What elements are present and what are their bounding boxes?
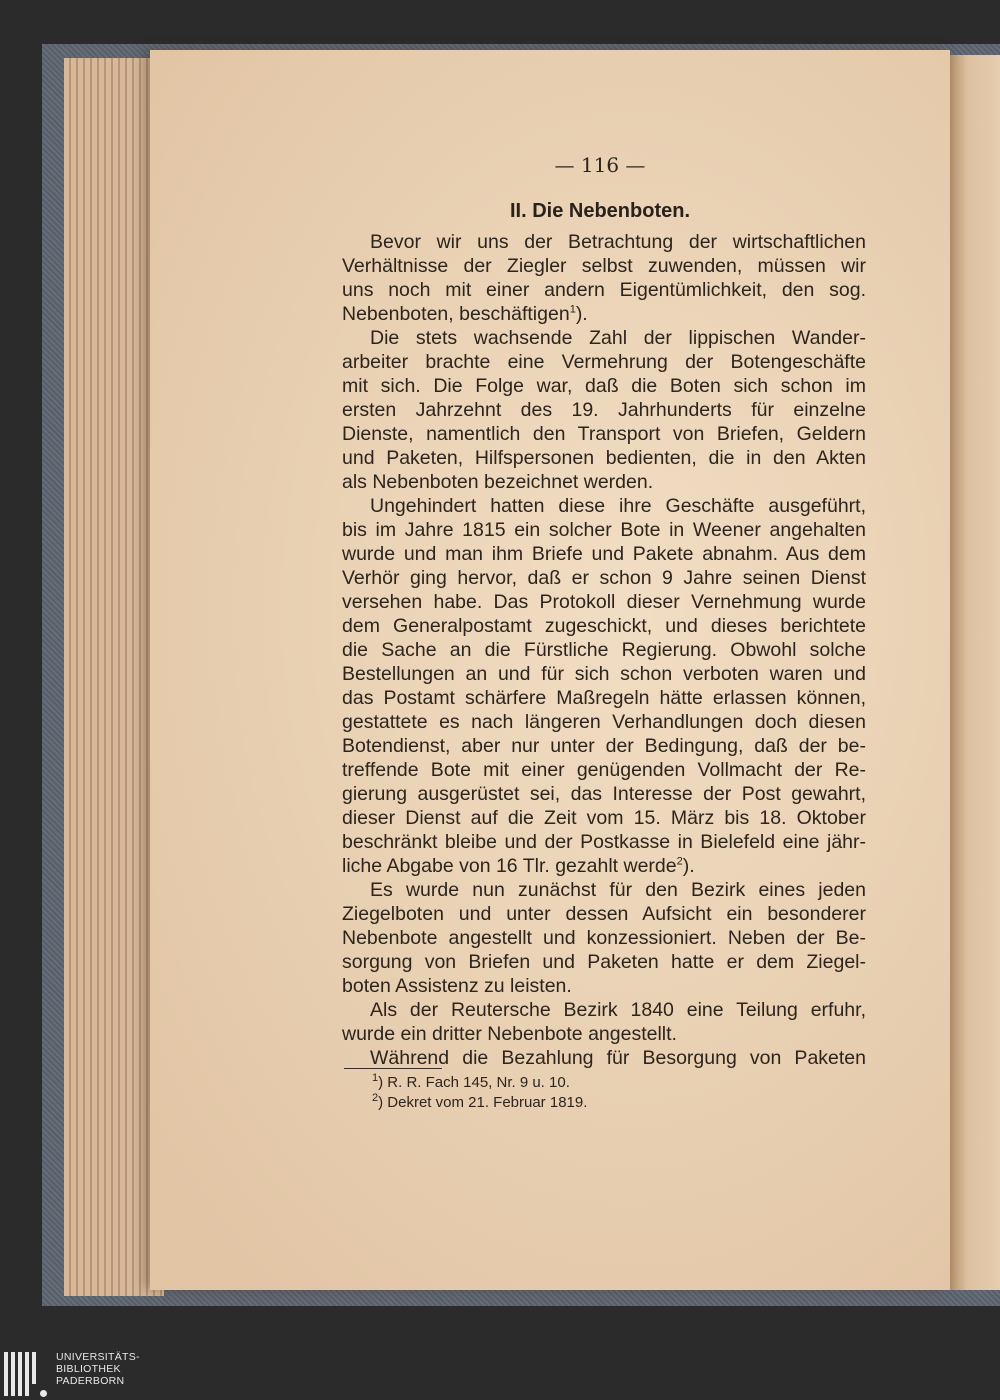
footnote: $^2$) Dekret vom 21. Februar 1819. bbox=[372, 1092, 588, 1111]
text-line: Als der Reutersche Bezirk 1840 eine Teilung erfuhr, bbox=[370, 999, 866, 1021]
text-line: als Nebenboten bezeichnet werden. bbox=[342, 471, 654, 493]
text-line: wurde ein dritter Nebenbote angestellt. bbox=[342, 1023, 677, 1045]
text-line: Die stets wachsende Zahl der lippischen Wander- bbox=[370, 327, 866, 349]
text-line: gierung ausgerüstet sei, das Interesse der Post gewahrt, bbox=[342, 783, 866, 805]
library-logo-text: UNIVERSITÄTS- BIBLIOTHEK PADERBORN bbox=[56, 1351, 140, 1387]
text-line: arbeiter brachte eine Vermehrung der Botengeschäfte bbox=[342, 351, 866, 373]
library-logo bbox=[0, 1348, 160, 1400]
facing-page-edge bbox=[945, 55, 1000, 1290]
chapter-heading: II. Die Nebenboten. bbox=[509, 200, 691, 222]
text-line: Nebenbote angestellt und konzessioniert. Neben der Be- bbox=[342, 927, 866, 949]
text-line: das Postamt schärfere Maßregeln hätte erlassen können, bbox=[342, 687, 866, 709]
footnote-mark: 1 bbox=[569, 303, 576, 316]
text-line: wurde und man ihm Briefe und Pakete abnahm. Aus dem bbox=[342, 543, 866, 565]
page-number: — 116 — bbox=[554, 153, 646, 177]
text-line: Verhältnisse der Ziegler selbst zuwenden, müssen wir bbox=[342, 255, 866, 277]
library-logo-icon bbox=[4, 1352, 48, 1396]
text-line: boten Assistenz zu leisten. bbox=[342, 975, 572, 997]
text-line: Bevor wir uns der Betrachtung der wirtschaftlichen bbox=[370, 231, 866, 253]
text-line: sorgung von Briefen und Paketen hatte er dem Ziegel- bbox=[342, 951, 866, 973]
text-line: Ziegelboten und unter dessen Aufsicht ein besonderer bbox=[342, 903, 866, 925]
footnote-mark: 2 bbox=[372, 1092, 379, 1104]
text-line: Während die Bezahlung für Besorgung von Paketen bbox=[370, 1047, 866, 1069]
text-line: Bestellungen an und für sich schon verboten waren und bbox=[342, 663, 866, 685]
text-line: Es wurde nun zunächst für den Bezirk eines jeden bbox=[370, 879, 866, 901]
footnote-divider bbox=[344, 1068, 442, 1069]
text-line: uns noch mit einer andern Eigentümlichkeit, den sog. bbox=[342, 279, 866, 301]
footnote-mark: 1 bbox=[372, 1072, 379, 1084]
text-line: treffende Bote mit einer genügenden Vollmacht der Re- bbox=[342, 759, 866, 781]
text-line: Dienste, namentlich den Transport von Briefen, Geldern bbox=[342, 423, 866, 445]
text-line: versehen habe. Das Protokoll dieser Vernehmung wurde bbox=[342, 591, 866, 613]
text-line: ersten Jahrzehnt des 19. Jahrhunderts für einzelne bbox=[342, 399, 866, 421]
footnote: $^1$) R. R. Fach 145, Nr. 9 u. 10. bbox=[372, 1072, 570, 1091]
text-line: bis im Jahre 1815 ein solcher Bote in Weener angehalten bbox=[342, 519, 866, 541]
text-line: Verhör ging hervor, daß er schon 9 Jahre seinen Dienst bbox=[342, 567, 866, 589]
text-line: dem Generalpostamt zugeschickt, und dieses berichtete bbox=[342, 615, 866, 637]
text-line-with-footnote: Nebenboten, beschäftigen$^1$). bbox=[342, 303, 588, 325]
text-line: die Sache an die Fürstliche Regierung. Obwohl solche bbox=[342, 639, 866, 661]
text-line: Ungehindert hatten diese ihre Geschäfte ausgeführt, bbox=[370, 495, 866, 517]
text-line: Botendienst, aber nur unter der Bedingung, daß der be- bbox=[342, 735, 866, 757]
text-line: mit sich. Die Folge war, daß die Boten sich schon im bbox=[342, 375, 866, 397]
text-line-with-footnote: liche Abgabe von 16 Tlr. gezahlt werde$^2$). bbox=[342, 855, 695, 877]
text-line: beschränkt bleibe und der Postkasse in Bielefeld eine jähr- bbox=[342, 831, 866, 853]
page-edges bbox=[64, 58, 164, 1296]
footnote-mark: 2 bbox=[676, 855, 683, 868]
text-line: gestattete es nach längeren Verhandlungen doch diesen bbox=[342, 711, 866, 733]
text-line: und Paketen, Hilfspersonen bedienten, die in den Akten bbox=[342, 447, 866, 469]
text-line: dieser Dienst auf die Zeit vom 15. März bis 18. Oktober bbox=[342, 807, 866, 829]
